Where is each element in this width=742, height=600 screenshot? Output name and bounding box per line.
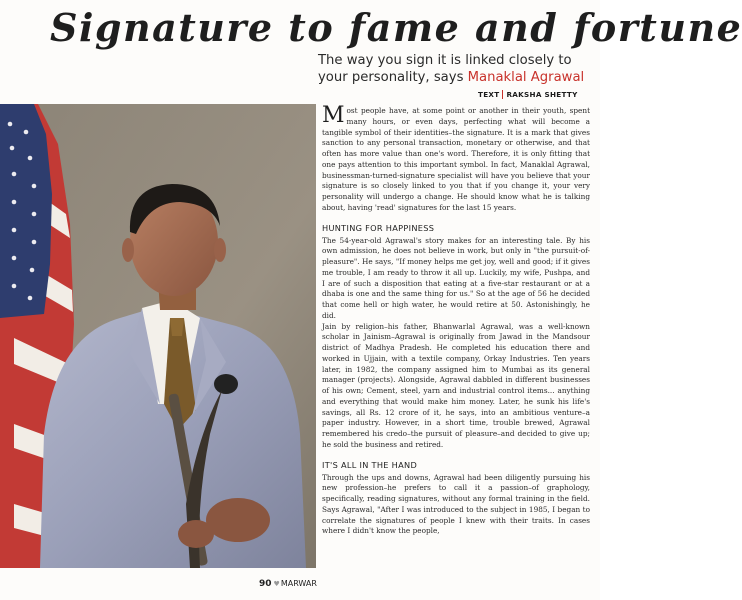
portrait-photo — [0, 104, 316, 568]
byline-divider — [502, 90, 503, 99]
publication-name: MARWAR — [280, 579, 317, 588]
paragraph-4: Through the ups and downs, Agrawal had been diligently pursuing his new profession–he prefers to call it a passion–of graphology, specifically, reading signatures, without any formal training in the field. Says Agrawal, "After I was introduced to the subject in 1985, I began to correlate the signatures of people I knew with their traits. In cases where I didn't know the people, — [322, 472, 590, 536]
drop-cap: M — [322, 103, 345, 128]
byline-label: TEXT — [478, 90, 500, 99]
portrait-illustration — [0, 104, 316, 568]
paragraph-2: The 54-year-old Agrawal's story makes for an interesting tale. By his own admission, he does not believe in work, but only in "the pursuit-of-pleasure". He says, "If money helps me get joy, well and good; if it gives me trouble, I am ready to throw it all up. Luckily, my wife, Pushpa, and I are of such a disposition that eating at a five-star restaurant or at a dhaba is one and the same thing for us." So at the age of 56 he decided that come hell or high water, he would retire at 50. Astonishingly, he did. — [322, 235, 590, 320]
byline-author: RAKSHA SHETTY — [506, 90, 578, 99]
page-number: 90 — [259, 579, 272, 589]
subtitle-lead: The way you sign it is linked closely to your personality, says — [318, 53, 572, 85]
paragraph-intro-text: ost people have, at some point or another in their youth, spent many hours, or even days, perfecting what will become a tangible symbol of their identities–the signature. It is a mark that gives sanction to any personal transaction, monetary or otherwise, and that often has more value than one's word. Therefore, it is only fitting that one pays attention to this important symbol. In fact, Manaklal Agrawal, businessman-turned-signature specialist will have you believe that your signature is so closely linked to you that if you change it, your very personality will undergo a change. He should know what he is talking about, having 'read' signatures for the last 15 years. — [322, 106, 590, 212]
article-subtitle — [318, 52, 596, 86]
page-footer — [259, 579, 317, 589]
subheading-its-all-in-the-hand: IT'S ALL IN THE HAND — [322, 459, 418, 470]
byline — [478, 90, 578, 99]
article-body — [322, 103, 590, 537]
subtitle-name: Manaklal Agrawal — [467, 70, 585, 85]
paragraph-3: Jain by religion–his father, Bhanwarlal Agrawal, was a well-known scholar in Jainism–Agrawal is originally from Jawad in the Mandsour district of Madhya Pradesh. He completed his education there and worked in Ujjain, with a textile company, Orkay Industries. Ten years later, in 1982, the company assigned him to Mumbai as its general manager (projects). Alongside, Agrawal dabbled in different businesses of his own; Cement, steel, yarn and industrial control items... anything and everything that would make him money. Later, he sunk his life's savings, all Rs. 12 crore of it, he says, into an ambitious venture–a paper industry. However, in a short time, trouble brewed, Agrawal remembered his credo–the pursuit of pleasure–and decided to give up; he sold the business and retired. — [322, 321, 590, 449]
article-title: Signature to fame and fortune — [50, 5, 742, 50]
heart-icon: ♥ — [273, 580, 280, 588]
paragraph-intro — [322, 103, 590, 214]
subheading-hunting-for-happiness: HUNTING FOR HAPPINESS — [322, 222, 435, 233]
